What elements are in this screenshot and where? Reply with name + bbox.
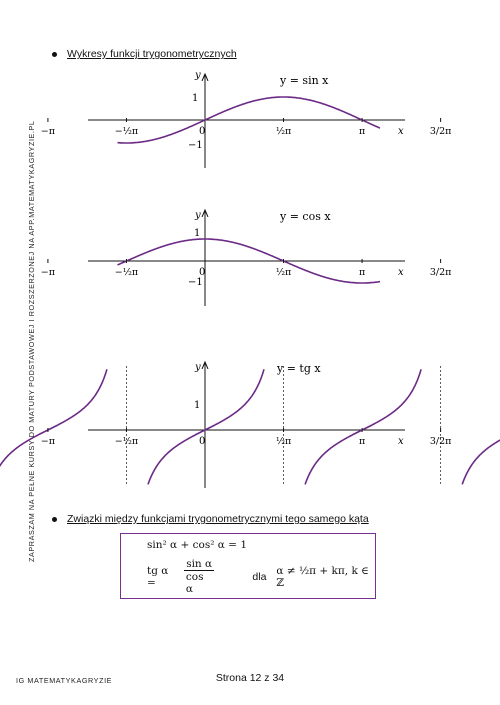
bullet-icon <box>52 52 57 57</box>
x-tick-label: π <box>358 126 366 137</box>
tan-branch <box>148 369 264 484</box>
x-tick-label: ½π <box>275 436 292 447</box>
bullet-icon <box>52 517 57 522</box>
chart-title: y = cos x <box>280 210 331 223</box>
condition: α ≠ ½π + kπ, k ∈ ℤ <box>276 564 369 589</box>
x-tick-label: ½π <box>275 267 292 278</box>
y-axis-label: y <box>195 210 201 221</box>
x-tick-label: −½π <box>114 126 139 137</box>
y-tick-minus-1: −1 <box>188 277 203 288</box>
x-axis-label: x <box>398 436 404 447</box>
x-tick-label: −π <box>40 267 56 278</box>
x-tick-label: 3/2π <box>429 436 452 447</box>
tg-left: tg α = <box>147 564 169 589</box>
x-tick-label: −½π <box>114 436 139 447</box>
y-axis-label: y <box>195 70 201 81</box>
x-axis-label: x <box>398 126 404 137</box>
tan-branch <box>0 369 107 484</box>
heading-graphs-text: Wykresy funkcji trygonometrycznych <box>67 48 237 60</box>
sin-chart <box>0 68 500 168</box>
heading-relations-text: Związki między funkcjami trygonometrycznymi tego samego kąta <box>67 513 369 525</box>
chart-title: y = tg x <box>277 362 321 375</box>
x-tick-label: 3/2π <box>429 267 452 278</box>
x-tick-label: −½π <box>114 267 139 278</box>
tan-branch <box>462 369 500 484</box>
x-tick-label: π <box>358 267 366 278</box>
tan-curves <box>0 369 500 484</box>
x-tick-labels <box>41 118 500 137</box>
x-tick-label: ½π <box>275 126 292 137</box>
cos-chart <box>0 206 500 306</box>
heading-graphs <box>52 48 237 60</box>
x-tick-labels <box>41 428 500 447</box>
heading-relations <box>52 513 369 525</box>
tan-chart <box>0 358 500 488</box>
tg-definition <box>147 558 375 595</box>
x-tick-labels <box>41 259 500 278</box>
x-tick-label: 0 <box>199 126 206 137</box>
tan-branch <box>305 369 421 484</box>
asymptotes <box>0 366 441 486</box>
y-tick-1: 1 <box>192 93 199 104</box>
y-tick-1: 1 <box>194 400 201 411</box>
x-tick-label: π <box>358 436 366 447</box>
tg-denominator: cos α <box>185 571 204 595</box>
tg-numerator: sin α <box>186 558 213 570</box>
condition-word: dla <box>252 570 267 583</box>
x-tick-label: −π <box>40 126 56 137</box>
x-tick-label: 0 <box>199 267 206 278</box>
y-axis-label: y <box>195 362 201 373</box>
x-tick-label: −π <box>40 436 56 447</box>
pythagorean-identity: sin² α + cos² α = 1 <box>147 539 248 551</box>
side-advert: ZAPRASZAM NA PEŁNE KURSY DO MATURY PODSTAWOWEJ I ROZSZERZONEJ NA APP.MATEMATYKAGRYZIE.PL <box>27 120 36 562</box>
formula-box <box>120 533 376 599</box>
y-tick-1: 1 <box>194 228 201 239</box>
footer-brand: IG MATEMATYKAGRYZIE <box>16 676 113 685</box>
page-number: Strona 12 z 34 <box>215 672 285 684</box>
y-tick-minus-1: −1 <box>188 140 203 151</box>
chart-title: y = sin x <box>280 74 329 87</box>
x-tick-label: 0 <box>199 436 206 447</box>
x-tick-label: 3/2π <box>429 126 452 137</box>
x-axis-label: x <box>398 267 404 278</box>
